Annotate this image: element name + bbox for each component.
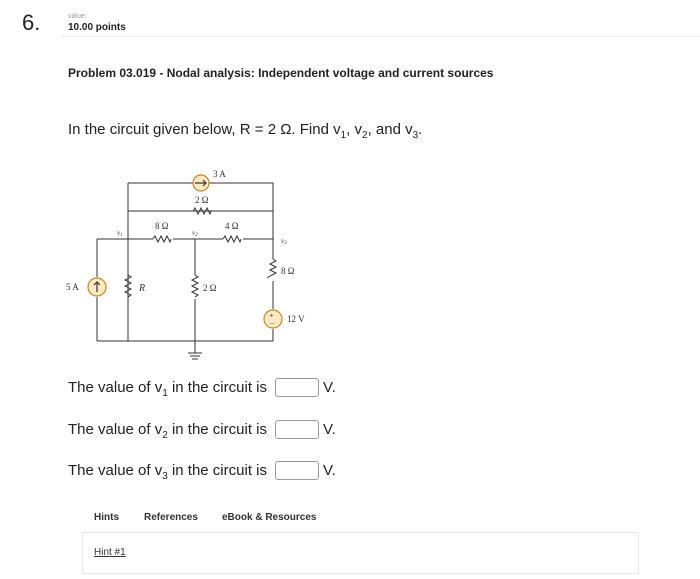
- circuit-diagram: [55, 163, 335, 363]
- unit-label-v1: V.: [323, 379, 336, 396]
- label-r-8-right: 8 Ω: [281, 266, 295, 276]
- label-node-v1: v1: [117, 229, 123, 238]
- unit-label-v3: V.: [323, 462, 336, 479]
- svg-text:−: −: [270, 319, 275, 328]
- hint-1-link[interactable]: Hint #1: [94, 547, 126, 558]
- answer-label-v2: The value of $v_2$ in the circuit is: [68, 421, 267, 441]
- question-number: 6.: [22, 10, 41, 35]
- answer-label-v3: The value of $v_3$ in the circuit is: [68, 462, 267, 482]
- label-r-8-left: 8 Ω: [155, 221, 169, 231]
- points-value: 10.00 points: [68, 22, 126, 33]
- v3-answer-input[interactable]: [275, 461, 319, 480]
- label-node-v3: v3: [281, 237, 287, 246]
- problem-title: Problem 03.019 - Nodal analysis: Independent voltage and current sources: [68, 66, 494, 80]
- label-r: R: [139, 283, 146, 294]
- label-5a: 5 A: [66, 282, 79, 292]
- label-r-2-mid: 2 Ω: [203, 283, 217, 293]
- value-label: value:: [68, 13, 87, 20]
- v2-answer-input[interactable]: [275, 420, 319, 439]
- unit-label-v2: V.: [323, 421, 336, 438]
- label-3a: 3 A: [213, 169, 226, 179]
- v1-answer-input[interactable]: [275, 378, 319, 397]
- label-r-top: 2 Ω: [195, 195, 209, 205]
- tab-hints[interactable]: Hints: [94, 512, 119, 523]
- problem-prompt: In the circuit given below, R = 2 Ω. Find $v_1$, $v_2$, and $v_3$.: [68, 121, 423, 141]
- plus-sign: +: [269, 311, 274, 320]
- tab-references[interactable]: References: [144, 512, 198, 523]
- label-node-v2: v2: [192, 229, 198, 238]
- header-divider: [60, 36, 700, 37]
- label-r-4: 4 Ω: [225, 221, 239, 231]
- label-12v: 12 V: [287, 314, 305, 324]
- tab-ebook-resources[interactable]: eBook & Resources: [222, 512, 317, 523]
- hint-panel: [82, 532, 639, 574]
- answer-label-v1: The value of $v_1$ in the circuit is: [68, 379, 267, 399]
- points-box: [68, 13, 126, 33]
